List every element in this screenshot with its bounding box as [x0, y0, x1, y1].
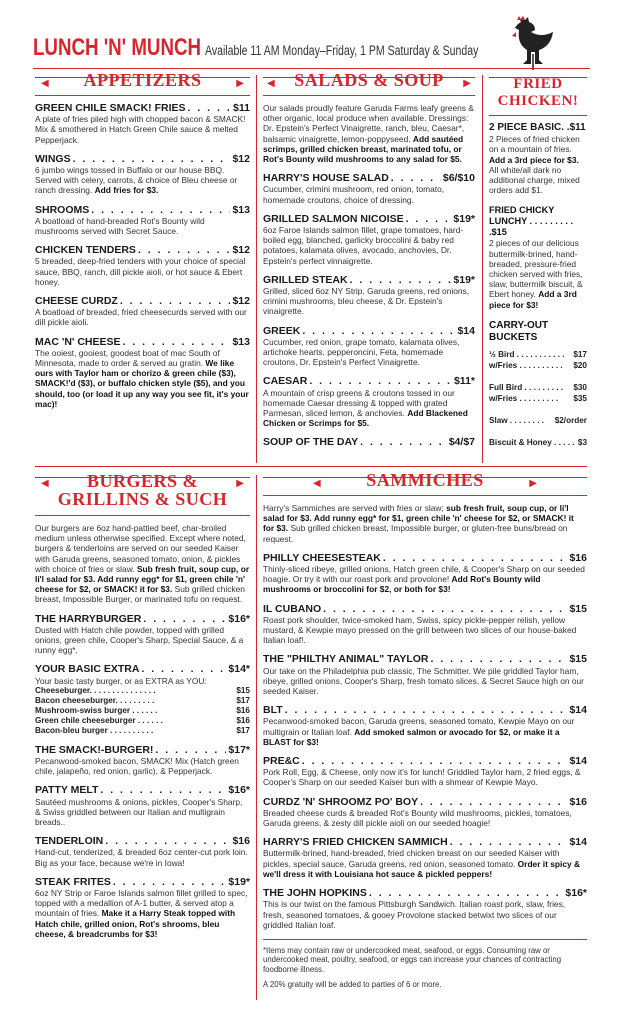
menu-item-desc: This is our twist on the famous Pittsburgh Sandwich. Italian roast pork, slaw, fries, fresh, seasoned tomatoes, & gooey Provolone stacked betwixt two slices of our griddled Italian loaf. [263, 899, 566, 930]
menu-item-price: $15 [569, 602, 587, 615]
menu-item [35, 205, 250, 237]
menu-item [35, 337, 250, 409]
menu-item-price: $13 [232, 335, 250, 348]
menu-item-desc: Breaded cheese curds & breaded Rot's Bounty wild mushrooms, pickles, tomatoes, Garuda greens, & zesty dill pickle aioli on our seeded hoagie! [263, 807, 572, 829]
menu-item-name: TENDERLOIN [35, 835, 104, 848]
sammiches-intro: Harry's Sammiches are served with fries or slaw; sub fresh fruit, soup cup, or li'l salad for $3. Add runny egg* for $1, green chile 'n' cheese for $2, or SMACK! it for $3. Sub grilled chicken breast, Impossible burger, or gluten-free buns/bread on request. [263, 503, 574, 544]
menu-item-name: THE SMACK!-BURGER! [35, 743, 154, 756]
lunchy-name: FRIED CHICKY LUNCHY . . . . . . . . . .$15 [489, 205, 574, 238]
menu-item [263, 214, 475, 266]
bucket-option: w/Fries . . . . . . . . . $35 [489, 393, 587, 403]
salads-header: ◀ ▶ SALADS & SOUP [263, 75, 475, 97]
menu-item-name: PHILLY CHEESESTEAK [263, 551, 381, 564]
menu-item-name: HARRY'S FRIED CHICKEN SAMMICH [263, 836, 448, 849]
column-divider [256, 75, 257, 463]
extra-option: Mushroom-swiss burger . . . . . . $16 [35, 705, 250, 715]
menu-item-heading [35, 245, 250, 255]
menu-item [263, 888, 587, 930]
menu-item [263, 837, 587, 879]
menu-item-price: $12 [232, 295, 250, 308]
menu-item-price: $4/$7 [448, 436, 475, 449]
sammiches-title: SAMMICHES [366, 470, 484, 490]
bucket-option: Biscuit & Honey . . . . . $3 [489, 437, 587, 447]
rooster-icon [500, 14, 560, 74]
burgers-intro: Our burgers are 6oz hand-pattied beef, char-broiled medium unless otherwise specified. Except where noted, burgers & tenderloins are served on our seeded Kaiser with Garuda greens, seasoned tomato, onion, & pickles with choice of fries or slaw. Sub fresh fruit, soup cup, or li'l salad for $3. Add runny egg* for $1, green chile 'n' cheese for $2, or SMACK! it for $3. Sub grilled chicken breast, Impossible Burger, or marinated tofu on request. [35, 523, 250, 605]
column-divider [482, 75, 483, 463]
menu-item-heading [35, 205, 250, 215]
menu-item-heading [263, 376, 475, 386]
two-piece-desc: 2 Pieces of fried chicken on a mountain of fries. Add a 3rd piece for $3. All white/all dark no additional charge, mixed orders add $1. [489, 134, 580, 196]
menu-item-desc: Hand-cut, tenderized, & breaded 6oz center-cut pork loin. Big as your face, because we're in Iowa! [35, 847, 248, 868]
menu-item-name: MAC 'N' CHEESE [35, 335, 121, 348]
menu-item-price: $19* [228, 875, 250, 888]
menu-item-name: CAESAR [263, 375, 308, 388]
menu-item-name: CHEESE CURDZ [35, 295, 118, 308]
menu-item-name: HARRY'S HOUSE SALAD [263, 172, 389, 185]
menu-item-price: $11* [453, 375, 475, 388]
menu-item-desc: Sautéed mushrooms & onions, pickles, Cooper's Sharp, & Swiss griddled between our Italian and multigrain breads.. [35, 796, 243, 828]
menu-item-name: IL CUBANO [263, 602, 322, 615]
menu-item-name: BLT [263, 704, 283, 717]
fried-chicken-section [489, 75, 587, 449]
menu-item-price: $13 [232, 203, 250, 216]
menu-item-name: GRILLED SALMON NICOISE [263, 212, 404, 225]
menu-item-desc: A mountain of crisp greens & croutons tossed in our homemade Caesar dressing & topped with grated Parmesan, sliced lemon, & anchovies. Add Blackened Chicken or Scrimps for $5. [263, 387, 468, 429]
menu-item-price: $14 [457, 324, 475, 337]
menu-item-name: THE HARRYBURGER [35, 612, 142, 625]
menu-item [35, 877, 250, 939]
menu-item-name: PATTY MELT [35, 784, 99, 797]
menu-item-price: $16* [565, 887, 587, 900]
menu-item [263, 756, 587, 788]
menu-item [263, 275, 475, 317]
menu-item [35, 614, 250, 656]
burgers-title-2: GRILLINS & SUCH [57, 489, 228, 509]
menu-item-name: CURDZ 'N' SHROOMZ PO' BOY [263, 795, 419, 808]
section-rule [35, 466, 587, 467]
menu-item-heading [263, 888, 587, 898]
menu-item-heading [35, 154, 250, 164]
menu-item [263, 553, 587, 595]
menu-item-name: THE JOHN HOPKINS [263, 887, 367, 900]
menu-item-price: $12 [232, 152, 250, 165]
menu-item [35, 664, 250, 735]
menu-item-name: PRE&C [263, 755, 300, 768]
appetizers-title: APPETIZERS [83, 70, 202, 90]
menu-item-price: $19* [453, 273, 475, 286]
menu-item-name: SHROOMS [35, 203, 90, 216]
menu-item-name: YOUR BASIC EXTRA [35, 663, 140, 676]
menu-item-heading [263, 654, 587, 664]
menu-item [35, 245, 250, 287]
menu-item-heading [263, 837, 587, 847]
bucket-option: Full Bird . . . . . . . . . $30 [489, 382, 587, 392]
lunchy-desc: 2 pieces of our delicious buttermilk-brined, hand-breaded, pressure-fried chicken served with fries, slaw, buttermilk biscuit, & Ebert honey. Add a 3rd piece for $3! [489, 238, 583, 310]
menu-item-heading [263, 705, 587, 715]
burgers-title-1: BURGERS & [86, 471, 198, 491]
menu-item-heading [35, 337, 250, 347]
menu-item-heading [35, 877, 250, 887]
menu-item-desc: Pecanwood-smoked bacon, SMACK! Mix (Hatch green chile, jalapeño, red onion, garlic), & Pepperjack. [35, 756, 239, 777]
menu-item-desc: Dusted with Hatch chile powder, topped with grilled onions, green chile, Cooper's Sharp, Special Sauce, & a runny egg*. [35, 624, 244, 656]
extra-option: Bacon-bleu burger . . . . . . . . . . $17 [35, 725, 250, 735]
menu-item-heading [35, 103, 250, 113]
menu-item-name: GREEN CHILE SMACK! FRIES [35, 102, 186, 114]
sammiches-section [263, 470, 587, 990]
menu-item [263, 654, 587, 696]
menu-item-desc: Our take on the Philadelphia pub classic, The Schmitter. We pile griddled Taylor ham, ribeye, grilled onions, Cooper's Sharp, fresh tomato slices, & Secret Sauce high on our seeded Kaiser. [263, 665, 584, 697]
menu-item-heading [35, 745, 250, 755]
menu-item-heading [263, 604, 587, 614]
menu-item-heading [263, 326, 475, 336]
menu-item-desc: Buttermilk-brined, hand-breaded, fried chicken breast on our seeded Kaiser with pickles, special sauce, Garuda greens, red onion, seasoned tomato. Order it spicy & we'll dress it with Louisiana hot sauce & pickled peppers! [263, 848, 581, 879]
menu-item [263, 437, 475, 447]
menu-item-name: SOUP OF THE DAY [263, 436, 359, 449]
menu-item-heading [35, 664, 250, 674]
menu-item-desc: 6oz Faroe Islands salmon fillet, grape tomatoes, hard-boiled egg, blanched, garlicky broccolini & baby red potatoes, kalamata olives, avocado, anchovies, Dr. Epstein's perfect vinnaigrette. [263, 225, 464, 266]
bucket-option: w/Fries . . . . . . . . . . $20 [489, 360, 587, 370]
menu-item-name: GREEK [263, 324, 301, 337]
bucket-option: Slaw . . . . . . . . $2/order [489, 415, 587, 425]
fried-title-2: CHICKEN! [497, 93, 579, 109]
menu-item-name: WINGS [35, 152, 71, 165]
extra-option: Cheeseburger. . . . . . . . . . . . . . . $15 [35, 685, 250, 695]
menu-item [263, 326, 475, 368]
menu-item-heading [263, 214, 475, 224]
menu-item-desc: Grilled, sliced 6oz NY Strip, Garuda greens, red onions, crimini mushrooms, bleu cheese, & Dr. Epstein's vinaigrette. [263, 286, 470, 317]
menu-item [263, 376, 475, 428]
menu-item-desc: A boatload of breaded, fried cheesecurds served with our dill pickle aioli. [35, 307, 247, 328]
menu-item-heading [263, 275, 475, 285]
menu-item-price: $17* [228, 743, 250, 756]
menu-item-price: $14 [569, 755, 587, 768]
footnote-rule [263, 939, 587, 940]
menu-item-desc: 5 breaded, deep-fried tenders with your choice of special sauce, BBQ, ranch, dill pickle aioli, or hot sauce & Ebert honey. [35, 256, 246, 287]
menu-item-heading [263, 173, 475, 183]
menu-item-desc: Cucumber, crimini mushroom, red onion, tomato, homemade croutons, choice of dressing. [263, 184, 445, 205]
menu-item-name: GRILLED STEAK [263, 273, 348, 286]
menu-item-desc: Your basic tasty burger, or as EXTRA as YOU: [35, 675, 207, 686]
extra-option: Bacon cheeseburger. . . . . . . . . $17 [35, 695, 250, 705]
menu-item-heading [263, 797, 587, 807]
menu-item-desc: The ooiest, gooiest, goodest boat of mac South of Minnesota, made to order & served au gratin. We like ours with Taylor ham or chorizo & green chile ($3), SMACK!'d ($3), or buffalo chicken style ($5), and you should, too (or load it up any way you see fit, it's your mac)! [35, 347, 249, 409]
menu-item [263, 173, 475, 205]
fried-title-1: FRIED [513, 76, 563, 92]
menu-item-price: $14 [569, 836, 587, 849]
menu-item-price: $12 [232, 244, 250, 257]
menu-item-name: THE "PHILTHY ANIMAL" TAYLOR [263, 653, 429, 666]
menu-item-price: $14 [569, 704, 587, 717]
footnote-gratuity: A 20% gratuity will be added to parties of 6 or more. [263, 980, 442, 990]
salads-title: SALADS & SOUP [294, 70, 444, 90]
column-divider [256, 475, 257, 1000]
sammiches-header: ◀ ▶ SAMMICHES [263, 475, 587, 497]
menu-item [35, 296, 250, 328]
menu-item-price: $16 [569, 551, 587, 564]
menu-item-name: STEAK FRITES [35, 875, 111, 888]
fried-header [489, 75, 587, 117]
menu-item [35, 836, 250, 868]
menu-item-heading [263, 437, 475, 447]
menu-item-price: $15 [569, 653, 587, 666]
menu-item-price: $16 [569, 795, 587, 808]
extra-option: Green chile cheeseburger . . . . . . $16 [35, 715, 250, 725]
menu-item [35, 785, 250, 827]
salads-intro: Our salads proudly feature Garuda Farms leafy greens & other organic, local produce when available. Dressings: Dr. Epstein's Perfect Vinaigrette, ranch, bleu, Caesar*, balsamic vinaigrette, lemon-poppyseed. Add sautéed scrimps, grilled chicken breast, marinated tofu, or Rot's Bounty wild mushrooms to any salad for $5. [263, 103, 474, 165]
menu-item-price: $19* [453, 212, 475, 225]
menu-item-desc: Pecanwood-smoked bacon, Garuda greens, seasoned tomato, Kewpie Mayo on our multigrain or Italian loaf. Add smoked salmon or avocado for $2, or make it a BLAST for $3! [263, 716, 575, 747]
menu-item [263, 705, 587, 747]
menu-item-desc: 6 jumbo wings tossed in Buffalo or our house BBQ. Served with celery, carrots, & choice of Bleu cheese or ranch dressing. Add fries for $3. [35, 165, 238, 196]
buckets-title-1: CARRY-OUT [489, 319, 549, 331]
appetizers-header: ◀ ▶ APPETIZERS [35, 75, 250, 97]
buckets-title-2: BUCKETS [489, 331, 538, 343]
menu-item-heading [35, 836, 250, 846]
page-title: LUNCH 'N' MUNCH [33, 34, 202, 61]
menu-item-desc: Cucumber, red onion, grape tomato, kalamata olives, artichoke hearts, pepperoncini, Feta, homemade croutons, Dr. Epstein's Perfect Vinaigrette. [263, 336, 460, 368]
menu-item-desc: A boatload of hand-breaded Rot's Bounty wild mushrooms served with Secret Sauce. [35, 215, 205, 237]
menu-item-desc: Pork Roll, Egg, & Cheese, only now it's for lunch! Griddled Taylor ham, 2 fried eggs, & Cooper's Sharp on our seeded Kaiser bun with a shmear of Kewpie Mayo. [263, 767, 581, 788]
menu-item-desc: A plate of fries piled high with chopped bacon & SMACK! Mix & smothered in Hatch Green Chile sauce & melted Pepperjack. [35, 114, 246, 145]
two-piece-name: 2 PIECE BASIC. .$11 [489, 122, 586, 133]
menu-item-price: $16* [228, 784, 250, 797]
page-subtitle: Available 11 AM Monday–Friday, 1 PM Saturday & Sunday [205, 43, 479, 58]
menu-item [35, 154, 250, 196]
burgers-section [35, 471, 250, 948]
menu-item [263, 797, 587, 829]
menu-item-heading [263, 756, 587, 766]
menu-item [35, 745, 250, 777]
menu-item-name: CHICKEN TENDERS [35, 244, 136, 257]
menu-item-desc: Roast pork shoulder, twice-smoked ham, Swiss, spicy pickle-pepper relish, yellow mustard, & Kewpie mayo pressed on the grill between two slices of our house-baked Italian loaf!. [263, 614, 577, 646]
menu-item-heading [35, 614, 250, 624]
menu-item-heading [35, 296, 250, 306]
menu-item-price: $16* [228, 612, 250, 625]
header-rule [33, 68, 590, 69]
burgers-header: ◀ ▶ BURGERS & GRILLINS & SUCH [35, 475, 250, 517]
bucket-option: ½ Bird . . . . . . . . . . . $17 [489, 349, 587, 359]
menu-item-price: $16 [232, 835, 250, 848]
appetizers-section [35, 70, 250, 418]
menu-item-desc: 6oz NY Strip or Faroe Islands salmon fillet grilled to spec, topped with a medallion of A-1 butter, & served atop a mountain of fries. Make it a Harry Steak topped with Hatch chile, grilled onion, Rot's shrooms, bleu cheese, & breadcrumbs for $3! [35, 888, 248, 939]
menu-item-heading [263, 553, 587, 563]
menu-item-price: $6/$10 [442, 172, 475, 185]
menu-item-desc: Thinly-sliced ribeye, grilled onions, Hatch green chile, & Cooper's Sharp on our seeded hoagie. Or try it with our roast pork and provolone! Add Rot's Bounty wild mushrooms or broccolini for $2, or both for $3! [263, 564, 585, 595]
menu-item [35, 103, 250, 145]
menu-item-heading [35, 785, 250, 795]
menu-item-price: $11 [233, 102, 250, 114]
menu-item [263, 604, 587, 646]
footnote-raw: *Items may contain raw or undercooked meat, seafood, or eggs. Consuming raw or undercooked meat, poultry, seafood, or eggs can increase your chances of contracting foodborne illness. [263, 945, 562, 974]
menu-item-price: $14* [228, 663, 250, 676]
salads-section [263, 70, 475, 457]
page-header [33, 34, 553, 66]
